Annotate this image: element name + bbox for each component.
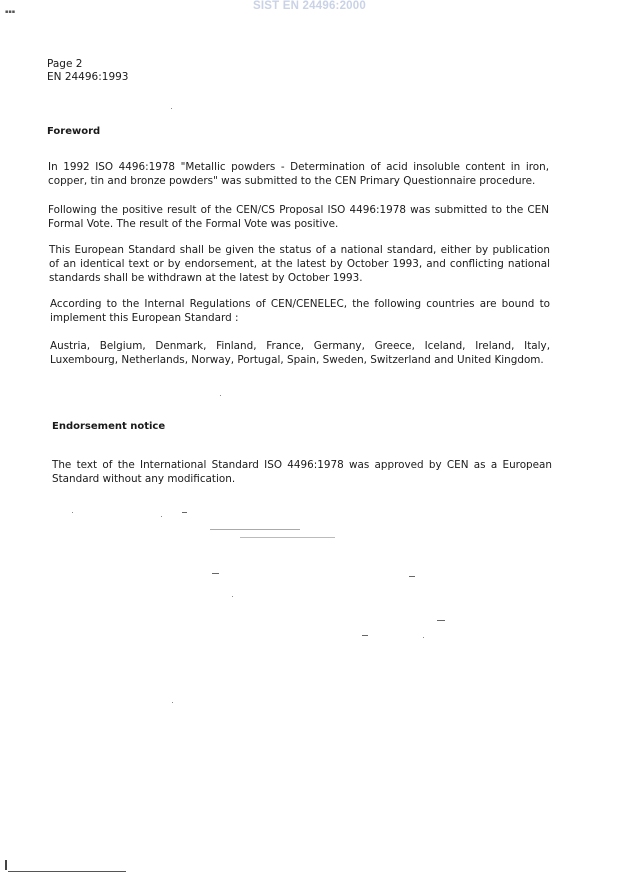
- page-number: Page 2: [47, 58, 83, 70]
- foreword-paragraph-2: Following the positive result of the CEN/CS Proposal ISO 4496:1978 was submitted to the CEN Formal Vote. The result of the Formal Vote was positive.: [48, 204, 549, 230]
- footer-line: [8, 871, 126, 872]
- endorsement-text: The text of the International Standard ISO 4496:1978 was approved by CEN as a European Standard without any modification.: [52, 459, 552, 485]
- watermark: SIST EN 24496:2000: [253, 0, 366, 12]
- corner-scan-mark: ▪▪▪: [5, 9, 16, 15]
- footer-tick: [5, 860, 7, 870]
- foreword-paragraph-1: In 1992 ISO 4496:1978 "Metallic powders - Determination of acid insoluble content in iron, copper, tin and bronze powders" was submitted to the CEN Primary Questionnaire procedure.: [48, 161, 549, 187]
- foreword-heading: Foreword: [47, 126, 101, 137]
- country-list: Austria, Belgium, Denmark, Finland, France, Germany, Greece, Iceland, Ireland, Italy, Luxembourg, Netherlands, Norway, Portugal, Spain, Sweden, Switzerland and United Kingdom.: [50, 340, 550, 366]
- endorsement-heading: Endorsement notice: [52, 421, 166, 432]
- page-header: [47, 58, 129, 84]
- foreword-paragraph-4: According to the Internal Regulations of CEN/CENELEC, the following countries are bound to implement this European Standard :: [50, 298, 550, 324]
- document-id: EN 24496:1993: [47, 71, 129, 83]
- foreword-paragraph-3: This European Standard shall be given the status of a national standard, either by publication of an identical text or by endorsement, at the latest by October 1993, and conflicting national standards shall be withdrawn at the latest by October 1993.: [49, 244, 550, 284]
